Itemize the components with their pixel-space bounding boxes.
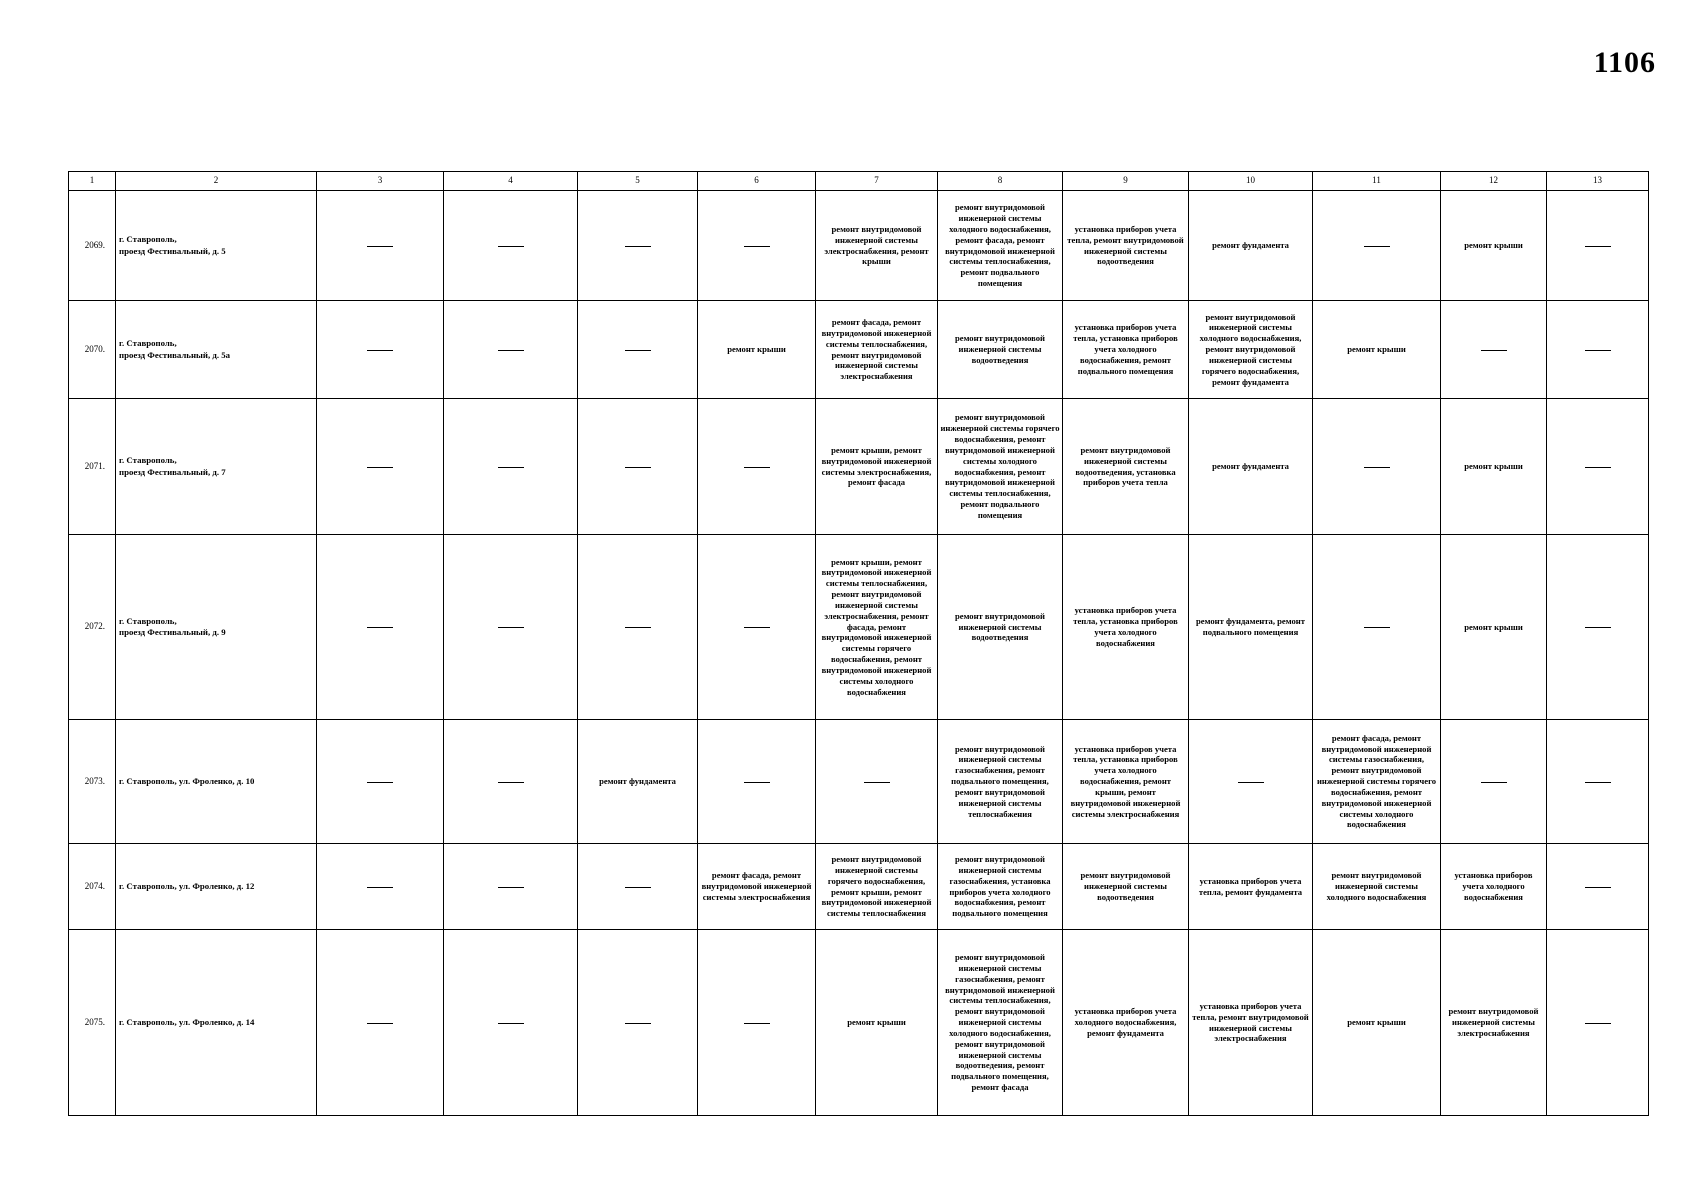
- page-number: 1106: [1593, 46, 1656, 79]
- dash-mark: [1238, 782, 1264, 783]
- dash-mark: [625, 627, 651, 628]
- address-cell: г. Ставрополь, ул. Фроленко, д. 12: [116, 844, 317, 930]
- empty-dash-cell: [1547, 191, 1649, 301]
- dash-mark: [1585, 1023, 1611, 1024]
- empty-dash-cell: [317, 301, 444, 399]
- col-header: 1: [69, 172, 116, 191]
- col-header: 13: [1547, 172, 1649, 191]
- dash-mark: [367, 887, 393, 888]
- col-header: 6: [698, 172, 816, 191]
- empty-dash-cell: [444, 301, 578, 399]
- empty-dash-cell: [444, 399, 578, 535]
- col-header: 12: [1441, 172, 1547, 191]
- work-cell: ремонт внутридомовой инженерной системы холодного водоснабжения: [1313, 844, 1441, 930]
- dash-mark: [1585, 350, 1611, 351]
- work-cell: ремонт внутридомовой инженерной системы водоотведения, установка приборов учета тепла: [1063, 399, 1189, 535]
- work-cell: ремонт крыши, ремонт внутридомовой инженерной системы электроснабжения, ремонт фасада: [816, 399, 938, 535]
- address-cell: г. Ставрополь, ул. Фроленко, д. 10: [116, 720, 317, 844]
- dash-mark: [744, 627, 770, 628]
- work-cell: ремонт внутридомовой инженерной системы газоснабжения, ремонт внутридомовой инженерной системы теплоснабжения, ремонт внутридомовой инженерной системы холодного водоснабжения, ремонт внутридомовой инженерной системы водоотведения, ремонт подвального помещения, ремонт фасада: [938, 930, 1063, 1116]
- table-row: [69, 535, 1649, 720]
- work-cell: ремонт фундамента: [1189, 191, 1313, 301]
- col-header: 3: [317, 172, 444, 191]
- dash-mark: [744, 782, 770, 783]
- work-cell: ремонт внутридомовой инженерной системы водоотведения: [938, 301, 1063, 399]
- work-cell: установка приборов учета тепла, ремонт внутридомовой инженерной системы электроснабжения: [1189, 930, 1313, 1116]
- table-row: [69, 844, 1649, 930]
- empty-dash-cell: [578, 844, 698, 930]
- table-row: [69, 720, 1649, 844]
- dash-mark: [864, 782, 890, 783]
- dash-mark: [498, 467, 524, 468]
- dash-mark: [367, 246, 393, 247]
- empty-dash-cell: [444, 930, 578, 1116]
- col-header: 11: [1313, 172, 1441, 191]
- dash-mark: [744, 1023, 770, 1024]
- work-cell: ремонт крыши: [698, 301, 816, 399]
- dash-mark: [498, 350, 524, 351]
- empty-dash-cell: [578, 191, 698, 301]
- dash-mark: [625, 350, 651, 351]
- work-cell: установка приборов учета тепла, установка приборов учета холодного водоснабжения, ремонт крыши, ремонт внутридомовой инженерной системы электроснабжения: [1063, 720, 1189, 844]
- dash-mark: [1585, 467, 1611, 468]
- col-header: 2: [116, 172, 317, 191]
- dash-mark: [367, 467, 393, 468]
- header-row: [69, 172, 1649, 191]
- empty-dash-cell: [444, 844, 578, 930]
- col-header: 8: [938, 172, 1063, 191]
- table-row: [69, 399, 1649, 535]
- empty-dash-cell: [1441, 720, 1547, 844]
- work-cell: ремонт внутридомовой инженерной системы водоотведения: [938, 535, 1063, 720]
- dash-mark: [1364, 467, 1390, 468]
- empty-dash-cell: [1313, 535, 1441, 720]
- empty-dash-cell: [317, 844, 444, 930]
- work-cell: ремонт внутридомовой инженерной системы холодного водоснабжения, ремонт фасада, ремонт внутридомовой инженерной системы теплоснабжения, ремонт подвального помещения: [938, 191, 1063, 301]
- row-number: 2074.: [69, 844, 116, 930]
- work-cell: ремонт внутридомовой инженерной системы электроснабжения: [1441, 930, 1547, 1116]
- empty-dash-cell: [816, 720, 938, 844]
- work-cell: ремонт внутридомовой инженерной системы холодного водоснабжения, ремонт внутридомовой инженерной системы горячего водоснабжения, ремонт фундамента: [1189, 301, 1313, 399]
- dash-mark: [1585, 627, 1611, 628]
- empty-dash-cell: [444, 535, 578, 720]
- row-number: 2071.: [69, 399, 116, 535]
- table-row: [69, 301, 1649, 399]
- work-cell: ремонт внутридомовой инженерной системы электроснабжения, ремонт крыши: [816, 191, 938, 301]
- address-cell: г. Ставрополь, проезд Фестивальный, д. 7: [116, 399, 317, 535]
- dash-mark: [1481, 350, 1507, 351]
- address-cell: г. Ставрополь, проезд Фестивальный, д. 5: [116, 191, 317, 301]
- dash-mark: [744, 467, 770, 468]
- work-cell: ремонт фундамента: [578, 720, 698, 844]
- dash-mark: [498, 782, 524, 783]
- empty-dash-cell: [698, 191, 816, 301]
- dash-mark: [498, 246, 524, 247]
- col-header: 9: [1063, 172, 1189, 191]
- empty-dash-cell: [1547, 399, 1649, 535]
- table-row: [69, 930, 1649, 1116]
- work-cell: установка приборов учета холодного водоснабжения: [1441, 844, 1547, 930]
- empty-dash-cell: [1313, 399, 1441, 535]
- table-body: [69, 191, 1649, 1116]
- dash-mark: [1364, 627, 1390, 628]
- repair-plan-table: [68, 171, 1649, 1116]
- work-cell: ремонт крыши: [1441, 399, 1547, 535]
- empty-dash-cell: [578, 930, 698, 1116]
- dash-mark: [625, 887, 651, 888]
- empty-dash-cell: [1547, 720, 1649, 844]
- dash-mark: [367, 627, 393, 628]
- work-cell: ремонт внутридомовой инженерной системы газоснабжения, установка приборов учета холодного водоснабжения, ремонт подвального помещения: [938, 844, 1063, 930]
- empty-dash-cell: [578, 301, 698, 399]
- row-number: 2075.: [69, 930, 116, 1116]
- dash-mark: [498, 887, 524, 888]
- address-cell: г. Ставрополь, проезд Фестивальный, д. 5а: [116, 301, 317, 399]
- empty-dash-cell: [317, 191, 444, 301]
- empty-dash-cell: [578, 399, 698, 535]
- empty-dash-cell: [317, 535, 444, 720]
- dash-mark: [1585, 887, 1611, 888]
- work-cell: ремонт фасада, ремонт внутридомовой инженерной системы теплоснабжения, ремонт внутридомовой инженерной системы электроснабжения: [816, 301, 938, 399]
- work-cell: установка приборов учета тепла, установка приборов учета холодного водоснабжения, ремонт подвального помещения: [1063, 301, 1189, 399]
- dash-mark: [498, 1023, 524, 1024]
- col-header: 5: [578, 172, 698, 191]
- work-cell: ремонт крыши: [1441, 535, 1547, 720]
- empty-dash-cell: [698, 720, 816, 844]
- empty-dash-cell: [1547, 301, 1649, 399]
- dash-mark: [367, 1023, 393, 1024]
- empty-dash-cell: [444, 191, 578, 301]
- dash-mark: [744, 246, 770, 247]
- row-number: 2072.: [69, 535, 116, 720]
- row-number: 2069.: [69, 191, 116, 301]
- work-cell: установка приборов учета тепла, ремонт фундамента: [1189, 844, 1313, 930]
- dash-mark: [1481, 782, 1507, 783]
- work-cell: ремонт внутридомовой инженерной системы горячего водоснабжения, ремонт крыши, ремонт внутридомовой инженерной системы теплоснабжения: [816, 844, 938, 930]
- col-header: 4: [444, 172, 578, 191]
- col-header: 7: [816, 172, 938, 191]
- empty-dash-cell: [317, 399, 444, 535]
- row-number: 2073.: [69, 720, 116, 844]
- dash-mark: [625, 1023, 651, 1024]
- work-cell: ремонт крыши: [816, 930, 938, 1116]
- work-cell: ремонт фундамента: [1189, 399, 1313, 535]
- dash-mark: [367, 350, 393, 351]
- work-cell: ремонт крыши: [1313, 930, 1441, 1116]
- work-cell: ремонт крыши: [1313, 301, 1441, 399]
- dash-mark: [625, 246, 651, 247]
- dash-mark: [1585, 782, 1611, 783]
- work-cell: ремонт внутридомовой инженерной системы горячего водоснабжения, ремонт внутридомовой инженерной системы холодного водоснабжения, ремонт внутридомовой инженерной системы теплоснабжения, ремонт подвального помещения: [938, 399, 1063, 535]
- row-number: 2070.: [69, 301, 116, 399]
- empty-dash-cell: [698, 535, 816, 720]
- work-cell: установка приборов учета тепла, ремонт внутридомовой инженерной системы водоотведения: [1063, 191, 1189, 301]
- empty-dash-cell: [317, 930, 444, 1116]
- table-row: [69, 191, 1649, 301]
- empty-dash-cell: [1547, 930, 1649, 1116]
- empty-dash-cell: [698, 930, 816, 1116]
- dash-mark: [367, 782, 393, 783]
- col-header: 10: [1189, 172, 1313, 191]
- dash-mark: [498, 627, 524, 628]
- empty-dash-cell: [1547, 535, 1649, 720]
- dash-mark: [1585, 246, 1611, 247]
- work-cell: ремонт внутридомовой инженерной системы водоотведения: [1063, 844, 1189, 930]
- work-cell: ремонт внутридомовой инженерной системы газоснабжения, ремонт подвального помещения, ремонт внутридомовой инженерной системы теплоснабжения: [938, 720, 1063, 844]
- dash-mark: [1364, 246, 1390, 247]
- work-cell: установка приборов учета холодного водоснабжения, ремонт фундамента: [1063, 930, 1189, 1116]
- work-cell: ремонт крыши, ремонт внутридомовой инженерной системы теплоснабжения, ремонт внутридомовой инженерной системы электроснабжения, ремонт фасада, ремонт внутридомовой инженерной системы горячего водоснабжения, ремонт внутридомовой инженерной системы холодного водоснабжения: [816, 535, 938, 720]
- empty-dash-cell: [1189, 720, 1313, 844]
- empty-dash-cell: [1441, 301, 1547, 399]
- empty-dash-cell: [1313, 191, 1441, 301]
- empty-dash-cell: [317, 720, 444, 844]
- address-cell: г. Ставрополь, проезд Фестивальный, д. 9: [116, 535, 317, 720]
- empty-dash-cell: [1547, 844, 1649, 930]
- address-cell: г. Ставрополь, ул. Фроленко, д. 14: [116, 930, 317, 1116]
- work-cell: ремонт фундамента, ремонт подвального помещения: [1189, 535, 1313, 720]
- empty-dash-cell: [698, 399, 816, 535]
- work-cell: ремонт крыши: [1441, 191, 1547, 301]
- dash-mark: [625, 467, 651, 468]
- work-cell: ремонт фасада, ремонт внутридомовой инженерной системы электроснабжения: [698, 844, 816, 930]
- empty-dash-cell: [578, 535, 698, 720]
- work-cell: установка приборов учета тепла, установка приборов учета холодного водоснабжения: [1063, 535, 1189, 720]
- work-cell: ремонт фасада, ремонт внутридомовой инженерной системы газоснабжения, ремонт внутридомовой инженерной системы горячего водоснабжения, ремонт внутридомовой инженерной системы холодного водоснабжения: [1313, 720, 1441, 844]
- empty-dash-cell: [444, 720, 578, 844]
